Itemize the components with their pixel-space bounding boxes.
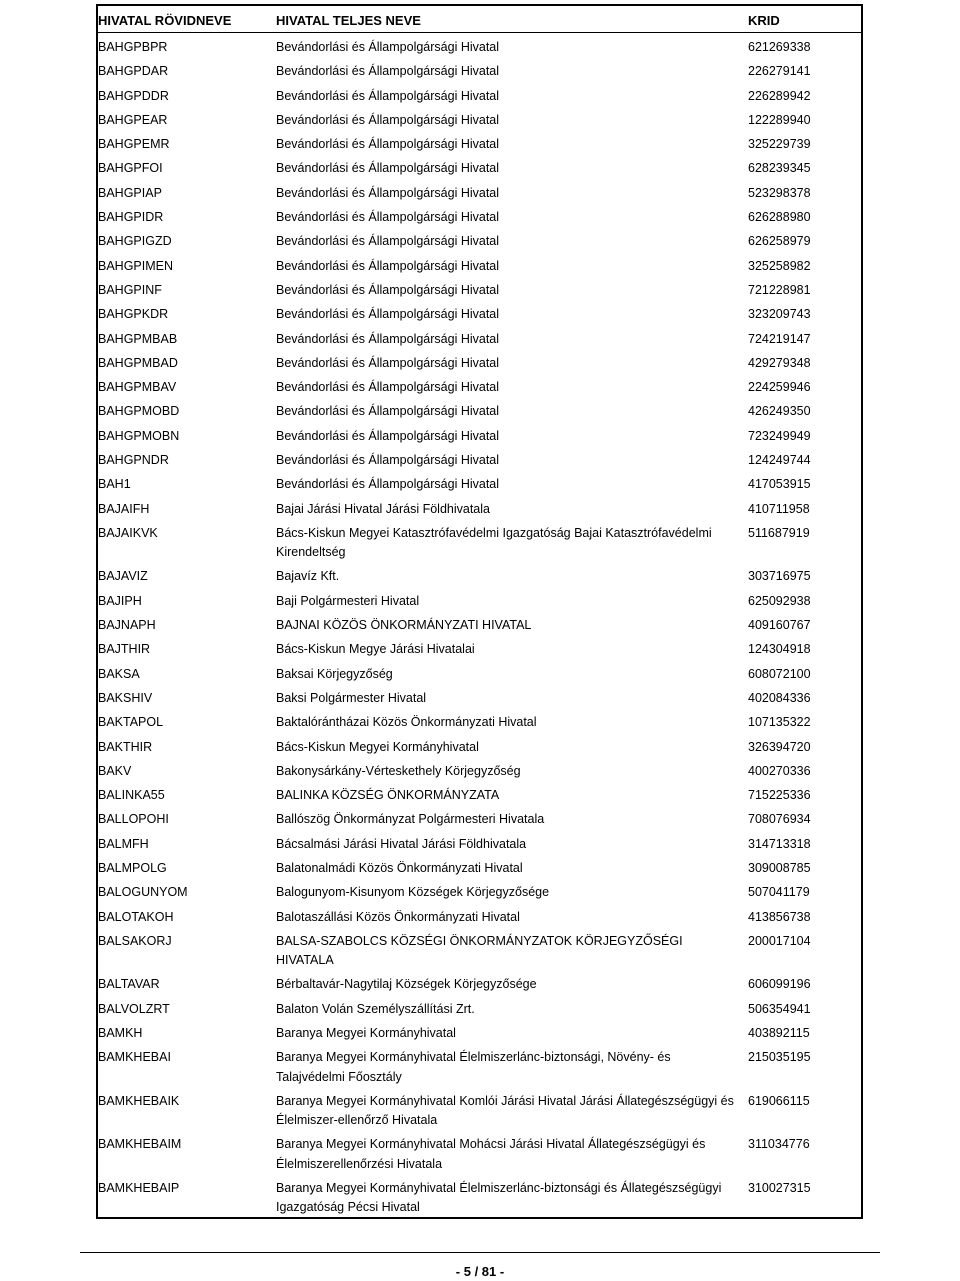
row-krid: 608072100 (748, 666, 811, 681)
table-row (98, 421, 861, 445)
row-krid: 325258982 (748, 258, 811, 273)
row-short-name: BAHGPIAP (98, 185, 162, 200)
row-short-name: BAHGPEMR (98, 137, 170, 152)
row-full-name: Bevándorlási és Állampolgársági Hivatal (276, 64, 500, 79)
row-full-name: Baji Polgármesteri Hivatal (276, 593, 420, 608)
row-krid: 314713318 (748, 836, 811, 851)
row-full-name: Bács-Kiskun Megyei Kormányhivatal (276, 739, 479, 754)
row-full-name: Ballószög Önkormányzat Polgármesteri Hivatala (276, 812, 545, 827)
row-krid: 429279348 (748, 355, 811, 370)
row-krid: 400270336 (748, 763, 811, 778)
table-row (98, 1042, 861, 1086)
row-full-name: Bérbaltavár-Nagytilaj Községek Körjegyzősége (276, 977, 537, 992)
table-row (98, 494, 861, 518)
row-short-name: BAHGPMOBN (98, 428, 180, 443)
table-row (98, 756, 861, 780)
row-full-name: Baranya Megyei Kormányhivatal (276, 1025, 456, 1040)
row-full-name: Bakonysárkány-Vérteskethely Körjegyzőség (276, 763, 521, 778)
row-krid: 413856738 (748, 909, 811, 924)
row-krid: 708076934 (748, 812, 811, 827)
row-short-name: BAHGPDAR (98, 64, 169, 79)
row-short-name: BAHGPINF (98, 282, 162, 297)
row-krid: 606099196 (748, 977, 811, 992)
table-row (98, 659, 861, 683)
row-full-name: Bevándorlási és Állampolgársági Hivatal (276, 282, 500, 297)
row-krid: 403892115 (748, 1025, 810, 1040)
table-row (98, 1173, 861, 1217)
table-row (98, 780, 861, 804)
row-short-name: BAJAIFH (98, 501, 150, 516)
row-krid: 625092938 (748, 593, 811, 608)
table-row (98, 251, 861, 275)
header-short-name: HIVATAL RÖVIDNEVE (98, 13, 232, 28)
table-row (98, 469, 861, 493)
row-short-name: BAHGPMBAB (98, 331, 178, 346)
page-number: - 5 / 81 - (455, 1264, 505, 1279)
row-full-name: Baranya Megyei Kormányhivatal Élelmiszerlánc-biztonsági, Növény- és Talajvédelmi Főosztály (276, 1050, 671, 1084)
row-short-name: BAHGPMBAD (98, 355, 178, 370)
table-row (98, 129, 861, 153)
table-row (98, 853, 861, 877)
row-short-name: BAKSHIV (98, 690, 153, 705)
row-short-name: BAHGPMOBD (98, 404, 180, 419)
row-full-name: Bevándorlási és Állampolgársági Hivatal (276, 355, 500, 370)
row-short-name: BAJNAPH (98, 618, 156, 633)
table-body (98, 32, 861, 1216)
row-krid: 507041179 (748, 885, 810, 900)
row-short-name: BALVOLZRT (98, 1001, 170, 1016)
table-row (98, 32, 861, 56)
row-full-name: BALSA-SZABOLCS KÖZSÉGI ÖNKORMÁNYZATOK KÖRJEGYZŐSÉGI HIVATALA (276, 933, 683, 968)
table-row (98, 610, 861, 634)
row-krid: 511687919 (748, 525, 810, 540)
row-krid: 226279141 (748, 64, 811, 79)
row-full-name: Bevándorlási és Állampolgársági Hivatal (276, 453, 500, 468)
table-row (98, 561, 861, 585)
row-krid: 124304918 (748, 642, 811, 657)
row-krid: 215035195 (748, 1050, 811, 1065)
row-krid: 619066115 (748, 1093, 810, 1108)
row-short-name: BAJTHIR (98, 642, 151, 657)
row-krid: 325229739 (748, 137, 811, 152)
table-row (98, 202, 861, 226)
row-full-name: Bevándorlási és Állampolgársági Hivatal (276, 477, 500, 492)
row-krid: 426249350 (748, 404, 811, 419)
row-krid: 523298378 (748, 185, 811, 200)
row-full-name: Balatonalmádi Közös Önkormányzati Hivatal (276, 861, 523, 875)
row-full-name: Balaton Volán Személyszállítási Zrt. (276, 1001, 475, 1016)
row-full-name: Bevándorlási és Állampolgársági Hivatal (276, 88, 500, 103)
row-full-name: Bevándorlási és Állampolgársági Hivatal (276, 112, 500, 127)
header-full-name: HIVATAL TELJES NEVE (276, 13, 421, 28)
table-row (98, 586, 861, 610)
row-full-name: Bevándorlási és Állampolgársági Hivatal (276, 380, 500, 395)
table-row (98, 396, 861, 420)
row-short-name: BALINKA55 (98, 788, 165, 803)
row-krid: 309008785 (748, 861, 811, 875)
row-full-name: BAJNAI KÖZÖS ÖNKORMÁNYZATI HIVATAL (276, 618, 532, 633)
row-full-name: Bevándorlási és Állampolgársági Hivatal (276, 428, 500, 443)
row-full-name: Baksai Körjegyzőség (276, 666, 393, 681)
row-krid: 626288980 (748, 210, 811, 225)
row-short-name: BALTAVAR (98, 977, 160, 992)
table-row (98, 829, 861, 853)
row-full-name: Bevándorlási és Állampolgársági Hivatal (276, 137, 500, 152)
row-short-name: BAMKHEBAIP (98, 1180, 180, 1195)
row-krid: 226289942 (748, 88, 811, 103)
row-krid: 410711958 (748, 501, 810, 516)
table-row (98, 634, 861, 658)
row-krid: 724219147 (748, 331, 811, 346)
table-row (98, 518, 861, 562)
table-row (98, 804, 861, 828)
row-short-name: BALSAKORJ (98, 933, 172, 948)
row-short-name: BAHGPDDR (98, 88, 169, 103)
table-row (98, 926, 861, 970)
row-krid: 723249949 (748, 428, 811, 443)
table-row (98, 56, 861, 80)
table-row (98, 178, 861, 202)
table-row (98, 81, 861, 105)
table-row (98, 994, 861, 1018)
table-header (98, 6, 861, 33)
row-krid: 311034776 (748, 1137, 810, 1152)
row-full-name: Baranya Megyei Kormányhivatal Komlói Járási Hivatal Járási Állategészségügyi és Élelmiszer-ellenőrző Hivatala (276, 1093, 734, 1128)
row-krid: 715225336 (748, 788, 811, 803)
row-full-name: Bevándorlási és Állampolgársági Hivatal (276, 258, 500, 273)
table-row (98, 275, 861, 299)
row-full-name: Bajavíz Kft. (276, 569, 340, 584)
row-krid: 303716975 (748, 569, 811, 584)
row-full-name: Baktalórántházai Közös Önkormányzati Hivatal (276, 715, 537, 730)
row-krid: 409160767 (748, 618, 811, 633)
row-short-name: BAKTHIR (98, 739, 153, 754)
row-short-name: BALLOPOHI (98, 812, 169, 827)
table-row (98, 732, 861, 756)
row-full-name: Balotaszállási Közös Önkormányzati Hivatal (276, 909, 520, 924)
table-row (98, 105, 861, 129)
row-short-name: BAHGPMBAV (98, 380, 177, 395)
row-full-name: Bajai Járási Hivatal Járási Földhivatala (276, 501, 490, 516)
row-full-name: Bács-Kiskun Megyei Katasztrófavédelmi Igazgatóság Bajai Katasztrófavédelmi Kirendeltség (276, 525, 712, 560)
row-krid: 122289940 (748, 112, 811, 127)
row-full-name: Balogunyom-Kisunyom Községek Körjegyzősége (276, 885, 550, 900)
row-full-name: Bevándorlási és Állampolgársági Hivatal (276, 331, 500, 346)
table-row (98, 902, 861, 926)
row-short-name: BAJIPH (98, 593, 142, 608)
row-krid: 200017104 (748, 933, 811, 948)
row-short-name: BAHGPIDR (98, 210, 164, 225)
footer-rule (80, 1252, 880, 1253)
table-row (98, 445, 861, 469)
row-short-name: BALOGUNYOM (98, 885, 188, 900)
row-short-name: BAMKHEBAIM (98, 1137, 182, 1152)
row-krid: 124249744 (748, 453, 811, 468)
table-row (98, 324, 861, 348)
row-full-name: Bács-Kiskun Megye Járási Hivatalai (276, 642, 475, 657)
row-full-name: Bevándorlási és Állampolgársági Hivatal (276, 185, 500, 200)
row-short-name: BAH1 (98, 477, 131, 492)
table-row (98, 226, 861, 250)
table-row (98, 683, 861, 707)
row-short-name: BAHGPEAR (98, 112, 168, 127)
row-short-name: BALMFH (98, 836, 149, 851)
row-short-name: BAHGPKDR (98, 307, 169, 322)
row-krid: 417053915 (748, 477, 811, 492)
row-full-name: Bevándorlási és Állampolgársági Hivatal (276, 161, 500, 176)
row-krid: 628239345 (748, 161, 811, 176)
row-full-name: Bevándorlási és Állampolgársági Hivatal (276, 40, 500, 54)
row-full-name: Baksi Polgármester Hivatal (276, 690, 427, 705)
row-full-name: BALINKA KÖZSÉG ÖNKORMÁNYZATA (276, 788, 500, 803)
row-short-name: BAMKH (98, 1025, 143, 1040)
row-krid: 506354941 (748, 1001, 811, 1016)
row-krid: 107135322 (748, 715, 811, 730)
row-full-name: Baranya Megyei Kormányhivatal Mohácsi Járási Hivatal Állategészségügyi és Élelmiszerellenőrzési Hivatala (276, 1137, 706, 1171)
row-full-name: Bevándorlási és Állampolgársági Hivatal (276, 307, 500, 322)
row-full-name: Bevándorlási és Állampolgársági Hivatal (276, 210, 500, 225)
row-short-name: BAHGPIMEN (98, 258, 174, 273)
row-krid: 326394720 (748, 739, 811, 754)
row-krid: 323209743 (748, 307, 811, 322)
row-short-name: BAHGPBPR (98, 40, 168, 54)
table-row (98, 1129, 861, 1173)
table-row (98, 1086, 861, 1130)
table-row (98, 969, 861, 993)
table-row (98, 348, 861, 372)
row-short-name: BAMKHEBAI (98, 1050, 171, 1065)
row-short-name: BALMPOLG (98, 861, 167, 875)
row-short-name: BAHGPFOI (98, 161, 163, 176)
header-krid: KRID (748, 13, 780, 28)
row-short-name: BAHGPNDR (98, 453, 169, 468)
row-short-name: BAMKHEBAIK (98, 1093, 180, 1108)
row-full-name: Baranya Megyei Kormányhivatal Élelmiszerlánc-biztonsági és Állategészségügyi Igazgatóság Pécsi Hivatal (276, 1180, 722, 1215)
office-table (96, 4, 863, 1219)
table-row (98, 153, 861, 177)
table-row (98, 1018, 861, 1042)
row-short-name: BAKSA (98, 666, 140, 681)
row-short-name: BAJAVIZ (98, 569, 148, 584)
row-short-name: BAJAIKVK (98, 525, 158, 540)
row-short-name: BAKV (98, 763, 132, 778)
table-row (98, 707, 861, 731)
row-krid: 721228981 (748, 282, 811, 297)
row-short-name: BALOTAKOH (98, 909, 174, 924)
row-full-name: Bevándorlási és Állampolgársági Hivatal (276, 404, 500, 419)
table-row (98, 299, 861, 323)
row-full-name: Bevándorlási és Állampolgársági Hivatal (276, 234, 500, 249)
row-short-name: BAKTAPOL (98, 715, 164, 730)
row-full-name: Bácsalmási Járási Hivatal Járási Földhivatala (276, 836, 527, 851)
row-short-name: BAHGPIGZD (98, 234, 172, 249)
row-krid: 224259946 (748, 380, 811, 395)
table-row (98, 877, 861, 901)
row-krid: 402084336 (748, 690, 811, 705)
row-krid: 310027315 (748, 1180, 811, 1195)
row-krid: 621269338 (748, 40, 811, 54)
table-row (98, 372, 861, 396)
row-krid: 626258979 (748, 234, 811, 249)
